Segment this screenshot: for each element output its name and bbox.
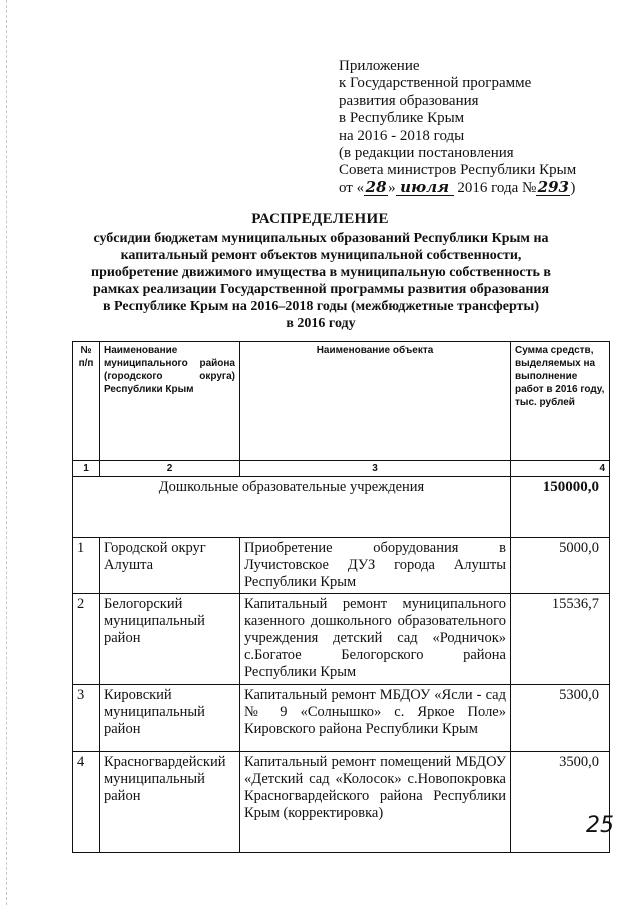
date-mid: » [388,179,396,196]
column-number: 2 [100,461,240,477]
table-row [73,538,610,594]
doc-number: 293 [537,177,569,196]
subtitle-line: в 2016 году [286,316,356,331]
row-district: Городской округ Алушта [100,538,240,594]
table-row [73,685,610,752]
row-object: Капитальный ремонт муниципального казенного дошкольного образовательного учреждения детский сад «Родничок» с.Богатое Белогорского района Республики Крым [240,594,511,685]
date-prefix: от « [339,179,365,196]
appendix-block [339,58,629,197]
row-object: Капитальный ремонт помещений МБДОУ «Детский сад «Колосок» с.Новопокровка Красногвардейского района Республики Крым (корректировка) [240,752,511,853]
table-row [73,594,610,685]
appendix-line: к Государственной программе [339,75,532,92]
row-amount: 5300,0 [511,685,610,752]
section-name: Дошкольные образовательные учреждения [73,477,511,538]
appendix-line: в Республике Крым [339,110,465,127]
section-row [73,477,610,538]
row-object: Приобретение оборудования в Лучистовское ДУЗ города Алушты Республики Крым [240,538,511,594]
row-district: Кировский муниципальный район [100,685,240,752]
column-number: 4 [511,461,610,477]
date-suffix: ) [570,179,576,196]
header-amount: Сумма средств, выделяемых на выполнение работ в 2016 году, тыс. рублей [511,342,610,461]
header-district: Наименование муниципального района (городского округа) Республики Крым [100,342,240,461]
table-row [73,752,610,853]
row-district: Белогорский муниципальный район [100,594,240,685]
date-year: 2016 года № [457,179,537,196]
subtitle-line: приобретение движимого имущества в муниципальную собственность в [91,265,551,280]
row-number: 4 [73,752,100,853]
column-number-row [73,461,610,477]
row-amount: 15536,7 [511,594,610,685]
resolution-date-line [339,177,629,197]
subtitle-line: в Республике Крым на 2016–2018 годы (межбюджетные трансферты) [102,299,540,314]
appendix-line: на 2016 - 2018 годы [339,127,465,144]
row-object: Капитальный ремонт МБДОУ «Ясли - сад № 9 «Солнышко» с. Яркое Поле» Кировского района Республики Крым [240,685,511,752]
row-number: 2 [73,594,100,685]
subtitle-line: рамках реализации Государственной программы развития образования [92,282,550,297]
appendix-line: (в редакции постановления [339,145,514,162]
row-district: Красногвардейский муниципальный район [100,752,240,853]
date-day: 28 [365,177,387,196]
appendix-line: развития образования [339,92,479,109]
subtitle-line: субсидии бюджетам муниципальных образований Республики Крым на [93,231,549,246]
header-number: № п/п [73,342,100,461]
section-total: 150000,0 [511,477,610,538]
column-number: 3 [240,461,511,477]
date-month: июля [396,180,454,196]
column-number: 1 [73,461,100,477]
handwritten-page-number: 25 [586,813,614,838]
document-subtitle [60,230,582,332]
header-object: Наименование объекта [240,342,511,461]
row-amount: 3500,0 [511,752,610,853]
subtitle-line: капитальный ремонт объектов муниципальной собственности, [120,248,522,263]
appendix-line: Совета министров Республики Крым [339,162,577,179]
row-number: 3 [73,685,100,752]
row-amount: 5000,0 [511,538,610,594]
scan-edge-divider [6,0,7,905]
distribution-table [72,341,610,853]
appendix-line: Приложение [339,58,420,74]
table-header-row [73,342,610,461]
document-title: РАСПРЕДЕЛЕНИЕ [251,211,389,227]
row-number: 1 [73,538,100,594]
